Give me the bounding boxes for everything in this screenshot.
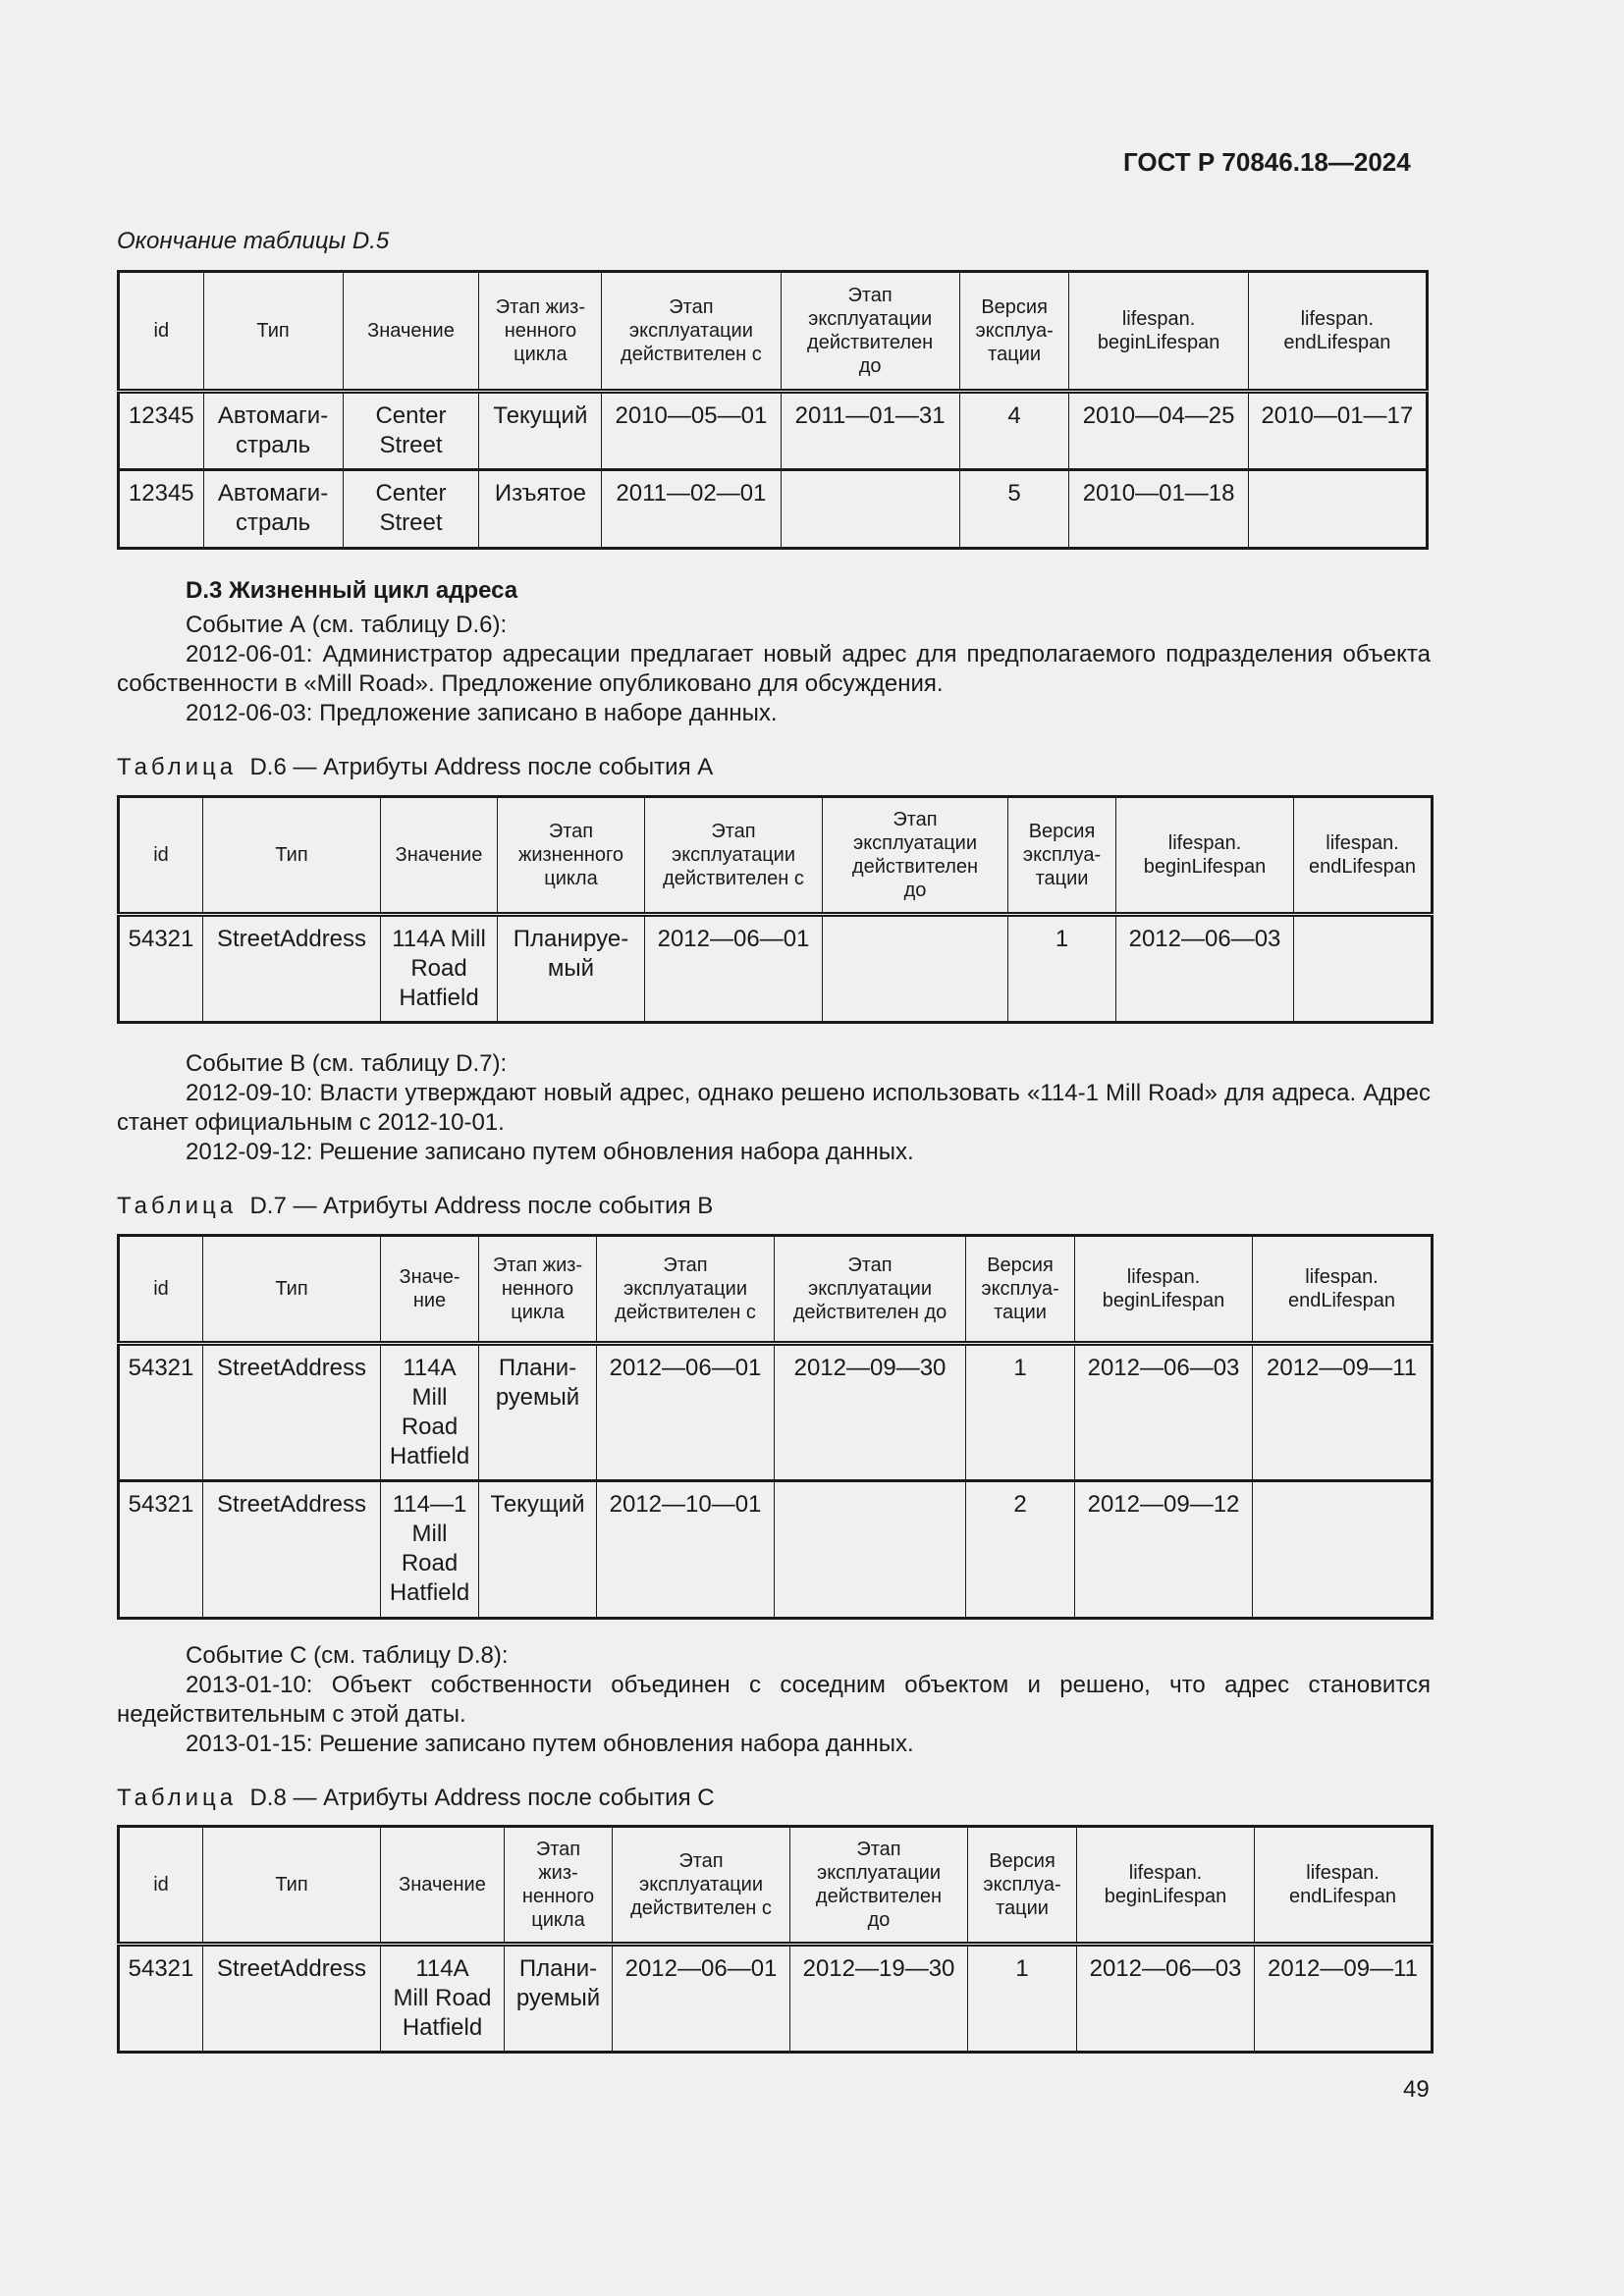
table-cell bbox=[959, 392, 1069, 470]
table-cell bbox=[498, 915, 645, 1023]
cell-value: 2012—06—03 bbox=[1128, 926, 1281, 952]
column-header bbox=[203, 1827, 381, 1945]
column-header-label: lifespan. endLifespan bbox=[1288, 1266, 1395, 1311]
table-row bbox=[119, 1481, 1433, 1619]
table-cell bbox=[343, 470, 479, 549]
paragraph-line: 2013-01-15: Решение записано путем обновления набора данных. bbox=[186, 1731, 914, 1757]
column-header bbox=[479, 272, 602, 392]
table-d6-caption-label: Таблица bbox=[117, 754, 238, 780]
table-cell bbox=[479, 392, 602, 470]
table-cell bbox=[1077, 1945, 1255, 2053]
column-header bbox=[1253, 1236, 1433, 1344]
cell-value: 54321 bbox=[128, 1955, 194, 1982]
table-row bbox=[119, 1344, 1433, 1481]
table-cell bbox=[613, 1945, 790, 2053]
cell-value: Плани- руемый bbox=[495, 1355, 580, 1411]
event-a-text bbox=[117, 611, 1431, 728]
column-header bbox=[119, 272, 204, 392]
column-header-label: lifespan. beginLifespan bbox=[1097, 308, 1220, 353]
table-d8-caption-title: D.8 — Атрибуты Address после события С bbox=[249, 1785, 715, 1811]
paragraph-line: Событие А (см. таблицу D.6): bbox=[186, 612, 508, 638]
table-cell bbox=[959, 470, 1069, 549]
column-header bbox=[1077, 1827, 1255, 1945]
column-header-label: Тип bbox=[275, 1278, 308, 1300]
column-header-label: Версия эксплуа- тации bbox=[981, 1255, 1059, 1323]
cell-value: Center Street bbox=[375, 402, 447, 458]
column-header-label: Значе- ние bbox=[399, 1266, 460, 1311]
table-d6-caption bbox=[117, 754, 713, 781]
table-cell bbox=[775, 1481, 966, 1619]
column-header-label: Версия эксплуа- тации bbox=[983, 1850, 1061, 1919]
cell-value: StreetAddress bbox=[216, 1355, 367, 1381]
table-cell bbox=[1294, 915, 1433, 1023]
column-header-label: Значение bbox=[399, 1874, 486, 1896]
paragraph-line: 2012-09-12: Решение записано путем обновления набора данных. bbox=[186, 1139, 914, 1165]
cell-value: 2010—01—17 bbox=[1261, 402, 1414, 429]
table-cell bbox=[823, 915, 1008, 1023]
column-header bbox=[781, 272, 959, 392]
cell-value: 114A Mill Road Hatfield bbox=[389, 1355, 470, 1469]
table-cell bbox=[602, 392, 781, 470]
table-cell bbox=[203, 1481, 381, 1619]
table-cell bbox=[597, 1344, 775, 1481]
cell-value: Текущий bbox=[493, 402, 588, 429]
table-cell bbox=[1253, 1344, 1433, 1481]
cell-value: 114A Mill Road Hatfield bbox=[393, 1955, 492, 2041]
column-header bbox=[381, 1827, 505, 1945]
table-cell bbox=[479, 1481, 597, 1619]
section-title: D.3 Жизненный цикл адреса bbox=[186, 577, 518, 604]
table-cell bbox=[203, 1344, 381, 1481]
cell-value: Автомаги- страль bbox=[217, 402, 329, 458]
table-cell bbox=[203, 470, 343, 549]
column-header-label: Этап эксплуатации действителен до bbox=[792, 1255, 947, 1323]
table-d7-caption-title: D.7 — Атрибуты Address после события В bbox=[249, 1193, 714, 1219]
table-cell bbox=[203, 392, 343, 470]
table-cell bbox=[381, 1945, 505, 2053]
column-header bbox=[381, 797, 498, 915]
table-cell bbox=[1248, 470, 1427, 549]
table-cell bbox=[968, 1945, 1077, 2053]
table-cell bbox=[505, 1945, 613, 2053]
column-header bbox=[381, 1236, 479, 1344]
column-header-label: lifespan. endLifespan bbox=[1309, 832, 1416, 878]
cell-value: 2012—09—11 bbox=[1267, 1355, 1417, 1381]
table-cell bbox=[1253, 1481, 1433, 1619]
table-cell bbox=[119, 1945, 203, 2053]
table-cell bbox=[1069, 392, 1248, 470]
cell-value: 2 bbox=[1013, 1491, 1027, 1518]
table-cell bbox=[203, 1945, 381, 2053]
column-header bbox=[613, 1827, 790, 1945]
cell-value: 2012—06—01 bbox=[657, 926, 810, 952]
cell-value: 2012—06—03 bbox=[1087, 1355, 1240, 1381]
column-header-label: Тип bbox=[275, 1874, 308, 1896]
paragraph-line: 2012-06-03: Предложение записано в наборе данных. bbox=[186, 700, 778, 726]
column-header bbox=[1248, 272, 1427, 392]
table-row bbox=[119, 915, 1433, 1023]
cell-value: Изъятое bbox=[494, 480, 586, 507]
table-cell bbox=[119, 915, 203, 1023]
table-cell bbox=[966, 1344, 1075, 1481]
cell-value: StreetAddress bbox=[216, 1955, 367, 1982]
column-header-label: lifespan. beginLifespan bbox=[1102, 1266, 1225, 1311]
column-header-label: Этап эксплуатации действителен с bbox=[621, 296, 762, 365]
table-cell bbox=[775, 1344, 966, 1481]
table-d8 bbox=[117, 1825, 1434, 2054]
column-header-label: Значение bbox=[367, 320, 455, 342]
table-d7-caption bbox=[117, 1193, 713, 1220]
cell-value: Планируе- мый bbox=[513, 926, 629, 982]
table-d6 bbox=[117, 795, 1434, 1024]
column-header bbox=[479, 1236, 597, 1344]
table-cell bbox=[781, 470, 959, 549]
cell-value: 1 bbox=[1055, 926, 1069, 952]
column-header bbox=[498, 797, 645, 915]
column-header bbox=[119, 797, 203, 915]
column-header bbox=[203, 272, 343, 392]
column-header bbox=[790, 1827, 968, 1945]
cell-value: StreetAddress bbox=[216, 926, 367, 952]
table-cell bbox=[479, 470, 602, 549]
column-header bbox=[1294, 797, 1433, 915]
column-header bbox=[1008, 797, 1116, 915]
table-cell bbox=[790, 1945, 968, 2053]
cell-value: 4 bbox=[1007, 402, 1021, 429]
cell-value: 2012—09—12 bbox=[1087, 1491, 1240, 1518]
column-header bbox=[1075, 1236, 1253, 1344]
column-header-label: lifespan. beginLifespan bbox=[1104, 1862, 1227, 1907]
cell-value: Автомаги- страль bbox=[217, 480, 329, 536]
table-cell bbox=[966, 1481, 1075, 1619]
table-row bbox=[119, 470, 1428, 549]
table-cell bbox=[1069, 470, 1248, 549]
column-header bbox=[823, 797, 1008, 915]
cell-value: 2010—01—18 bbox=[1082, 480, 1235, 507]
paragraph-line: 2012-06-01: Администратор адресации предлагает новый адрес для предполагаемого подразделения объекта собственности в «Mill Road». Предложение опубликовано для обсуждения. bbox=[117, 641, 1431, 697]
column-header bbox=[775, 1236, 966, 1344]
cell-value: 2012—06—03 bbox=[1089, 1955, 1242, 1982]
table-cell bbox=[1075, 1344, 1253, 1481]
cell-value: 2011—01—31 bbox=[794, 402, 946, 429]
table-d5 bbox=[117, 270, 1429, 550]
table-cell bbox=[119, 392, 204, 470]
table-d7-caption-label: Таблица bbox=[117, 1193, 238, 1219]
column-header bbox=[645, 797, 823, 915]
column-header bbox=[505, 1827, 613, 1945]
document-id: ГОСТ Р 70846.18—2024 bbox=[1123, 147, 1411, 177]
table-d8-caption-label: Таблица bbox=[117, 1785, 238, 1811]
column-header-label: lifespan. beginLifespan bbox=[1143, 832, 1267, 878]
column-header bbox=[959, 272, 1069, 392]
column-header-label: Версия эксплуа- тации bbox=[975, 296, 1054, 365]
cell-value: 12345 bbox=[128, 480, 194, 507]
cell-value: 2012—06—01 bbox=[624, 1955, 778, 1982]
column-header-label: Этап эксплуатации действителен с bbox=[663, 821, 804, 889]
column-header-label: id bbox=[153, 1278, 169, 1300]
column-header bbox=[119, 1236, 203, 1344]
column-header bbox=[1116, 797, 1294, 915]
table-cell bbox=[1255, 1945, 1433, 2053]
table-d6-caption-title: D.6 — Атрибуты Address после события А bbox=[249, 754, 714, 780]
column-header-label: Этап эксплуатации действителен с bbox=[630, 1850, 772, 1919]
cell-value: 1 bbox=[1013, 1355, 1027, 1381]
table-cell bbox=[119, 1344, 203, 1481]
column-header bbox=[203, 797, 381, 915]
column-header bbox=[343, 272, 479, 392]
column-header bbox=[203, 1236, 381, 1344]
column-header-label: Этап эксплуатации действителен с bbox=[615, 1255, 756, 1323]
table-cell bbox=[381, 1481, 479, 1619]
cell-value: Текущий bbox=[490, 1491, 585, 1518]
column-header bbox=[1069, 272, 1248, 392]
column-header-label: lifespan. endLifespan bbox=[1289, 1862, 1396, 1907]
cell-value: 2012—09—11 bbox=[1268, 1955, 1418, 1982]
column-header-label: Этап эксплуатации действителен до bbox=[815, 1839, 943, 1931]
table-cell bbox=[119, 1481, 203, 1619]
table-d5-caption: Окончание таблицы D.5 bbox=[117, 228, 390, 254]
column-header-label: id bbox=[153, 844, 169, 866]
table-cell bbox=[343, 392, 479, 470]
table-cell bbox=[597, 1481, 775, 1619]
cell-value: 12345 bbox=[128, 402, 194, 429]
event-c-text bbox=[117, 1641, 1431, 1759]
cell-value: 2012—09—30 bbox=[793, 1355, 947, 1381]
column-header bbox=[602, 272, 781, 392]
table-cell bbox=[203, 915, 381, 1023]
column-header-label: Значение bbox=[395, 844, 483, 866]
cell-value: 114—1 Mill Road Hatfield bbox=[389, 1491, 470, 1606]
cell-value: 114A Mill Road Hatfield bbox=[392, 926, 486, 1011]
column-header-label: Этап жиз- ненного цикла bbox=[521, 1839, 595, 1931]
cell-value: StreetAddress bbox=[216, 1491, 367, 1518]
cell-value: 2010—05—01 bbox=[615, 402, 768, 429]
paragraph-line: 2013-01-10: Объект собственности объединен с соседним объектом и решено, что адрес становится недействительным с этой даты. bbox=[117, 1672, 1431, 1728]
paragraph-line: Событие В (см. таблицу D.7): bbox=[186, 1050, 508, 1077]
cell-value: 2010—04—25 bbox=[1082, 402, 1235, 429]
column-header-label: Этап эксплуатации действителен до bbox=[807, 285, 934, 377]
table-row bbox=[119, 392, 1428, 470]
table-cell bbox=[479, 1344, 597, 1481]
column-header-label: Версия эксплуа- тации bbox=[1022, 821, 1102, 889]
cell-value: Center Street bbox=[375, 480, 447, 536]
table-cell bbox=[781, 392, 959, 470]
cell-value: 2012—06—01 bbox=[609, 1355, 762, 1381]
column-header bbox=[119, 1827, 203, 1945]
cell-value: 5 bbox=[1007, 480, 1021, 507]
column-header-label: Этап эксплуатации действителен до bbox=[851, 809, 979, 901]
cell-value: 2011—02—01 bbox=[616, 480, 767, 507]
paragraph-line: 2012-09-10: Власти утверждают новый адрес, однако решено использовать «114-1 Mill Road» для адреса. Адрес станет официальным с 2012-10-01. bbox=[117, 1080, 1431, 1136]
column-header-label: Этап жиз- ненного цикла bbox=[492, 1255, 583, 1323]
cell-value: 1 bbox=[1015, 1955, 1029, 1982]
column-header bbox=[597, 1236, 775, 1344]
event-b-text bbox=[117, 1049, 1431, 1167]
table-cell bbox=[1008, 915, 1116, 1023]
table-d7 bbox=[117, 1234, 1434, 1620]
cell-value: 2012—19—30 bbox=[802, 1955, 955, 1982]
column-header-label: id bbox=[153, 1874, 169, 1896]
table-cell bbox=[381, 915, 498, 1023]
column-header-label: lifespan. endLifespan bbox=[1283, 308, 1391, 353]
table-cell bbox=[645, 915, 823, 1023]
column-header-label: Этап жизненного цикла bbox=[517, 821, 624, 889]
page-number: 49 bbox=[1403, 2076, 1430, 2103]
table-cell bbox=[1116, 915, 1294, 1023]
cell-value: Плани- руемый bbox=[515, 1955, 601, 2011]
column-header-label: Тип bbox=[256, 320, 290, 342]
table-d8-caption bbox=[117, 1785, 715, 1812]
cell-value: 2012—10—01 bbox=[609, 1491, 762, 1518]
cell-value: 54321 bbox=[128, 926, 194, 952]
table-cell bbox=[602, 470, 781, 549]
column-header bbox=[966, 1236, 1075, 1344]
cell-value: 54321 bbox=[128, 1491, 194, 1518]
table-cell bbox=[1075, 1481, 1253, 1619]
column-header bbox=[968, 1827, 1077, 1945]
table-cell bbox=[381, 1344, 479, 1481]
table-row bbox=[119, 1945, 1433, 2053]
column-header-label: Этап жиз- ненного цикла bbox=[495, 296, 585, 365]
table-cell bbox=[1248, 392, 1427, 470]
table-cell bbox=[119, 470, 204, 549]
cell-value: 54321 bbox=[128, 1355, 194, 1381]
column-header-label: id bbox=[153, 320, 170, 342]
column-header-label: Тип bbox=[275, 844, 308, 866]
column-header bbox=[1255, 1827, 1433, 1945]
paragraph-line: Событие С (см. таблицу D.8): bbox=[186, 1642, 509, 1669]
